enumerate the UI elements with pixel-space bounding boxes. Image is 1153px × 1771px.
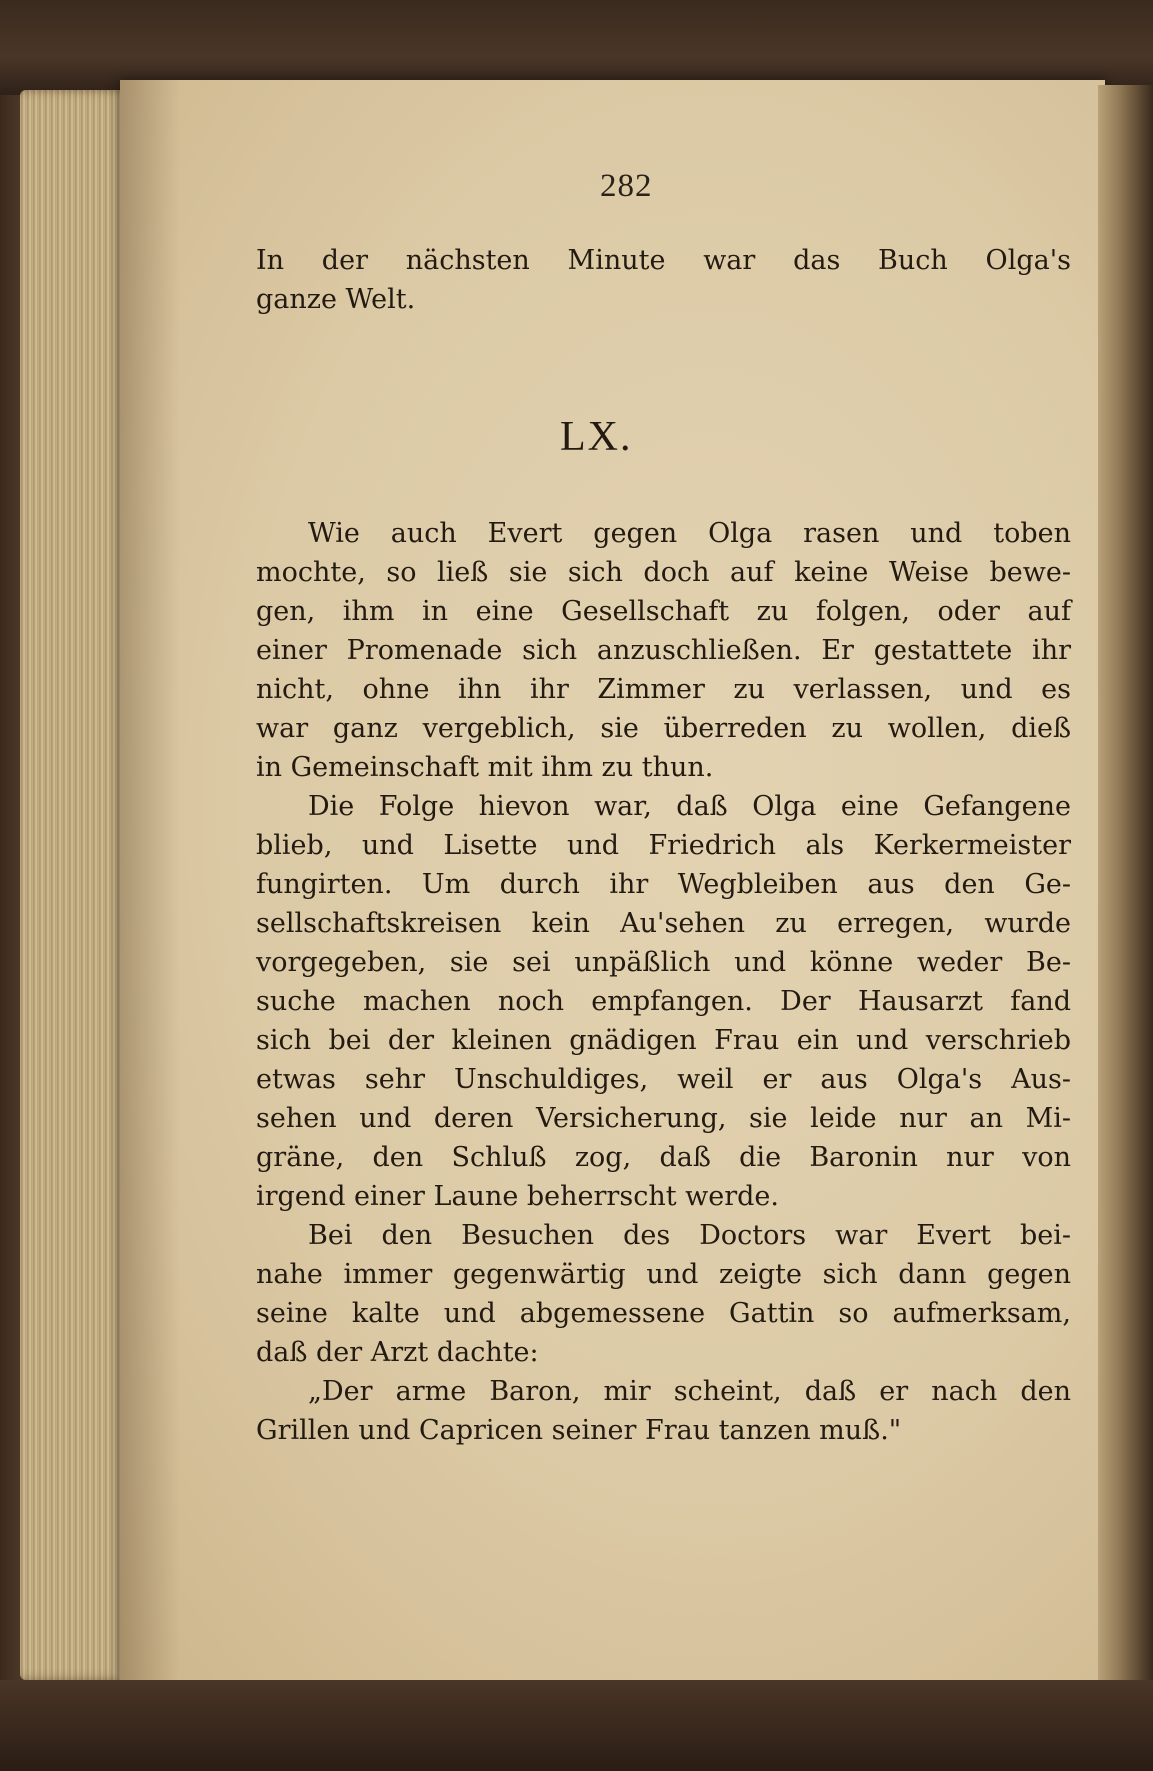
text-line: suche machen noch empfangen. Der Hausarzt fand	[256, 986, 1071, 1017]
paragraph	[256, 514, 1071, 787]
intro-text	[256, 241, 1071, 319]
text-line: Die Folge hievon war, daß Olga eine Gefangene	[308, 791, 1071, 822]
text-line: gräne, den Schluß zog, daß die Baronin nur von	[256, 1142, 1071, 1173]
text-line: Bei den Besuchen des Doctors war Evert bei-	[308, 1220, 1071, 1251]
text-line: blieb, und Lisette und Friedrich als Kerkermeister	[256, 830, 1071, 861]
text-line: nahe immer gegenwärtig und zeigte sich dann gegen	[256, 1259, 1071, 1290]
text-line: fungirten. Um durch ihr Wegbleiben aus den Ge-	[256, 869, 1071, 900]
paragraph	[256, 1372, 1071, 1450]
text-line: vorgegeben, sie sei unpäßlich und könne weder Be-	[256, 947, 1071, 978]
text-line: Grillen und Capricen seiner Frau tanzen muß."	[256, 1415, 902, 1446]
text-line: seine kalte und abgemessene Gattin so aufmerksam,	[256, 1298, 1071, 1329]
page-edges	[20, 90, 130, 1680]
chapter-heading: LX.	[560, 414, 633, 460]
chapter-body	[256, 514, 1071, 1450]
text-line: sehen und deren Versicherung, sie leide nur an Mi-	[256, 1103, 1071, 1134]
paragraph	[256, 1216, 1071, 1372]
page-number: 282	[600, 168, 653, 204]
bottom-shadow	[0, 1680, 1153, 1771]
text-line: sellschaftskreisen kein Au'sehen zu erregen, wurde	[256, 908, 1071, 939]
text-line: Wie auch Evert gegen Olga rasen und toben	[308, 518, 1071, 549]
text-line: ganze Welt.	[256, 284, 416, 315]
paragraph	[256, 787, 1071, 1216]
text-line: daß der Arzt dachte:	[256, 1337, 539, 1368]
text-line: einer Promenade sich anzuschließen. Er gestattete ihr	[256, 635, 1071, 666]
gutter-shadow	[120, 80, 180, 1680]
page-right-edge	[1098, 85, 1153, 1685]
text-line: nicht, ohne ihn ihr Zimmer zu verlassen, und es	[256, 674, 1071, 705]
text-line: in Gemeinschaft mit ihm zu thun.	[256, 752, 714, 783]
text-line: etwas sehr Unschuldiges, weil er aus Olga's Aus-	[256, 1064, 1071, 1095]
text-line: „Der arme Baron, mir scheint, daß er nach den	[308, 1376, 1071, 1407]
text-line: In der nächsten Minute war das Buch Olga's	[256, 245, 1071, 276]
text-line: mochte, so ließ sie sich doch auf keine Weise bewe-	[256, 557, 1071, 588]
text-line: gen, ihm in eine Gesellschaft zu folgen, oder auf	[256, 596, 1071, 627]
text-line: sich bei der kleinen gnädigen Frau ein und verschrieb	[256, 1025, 1071, 1056]
text-line: war ganz vergeblich, sie überreden zu wollen, dieß	[256, 713, 1071, 744]
text-line: irgend einer Laune beherrscht werde.	[256, 1181, 779, 1212]
